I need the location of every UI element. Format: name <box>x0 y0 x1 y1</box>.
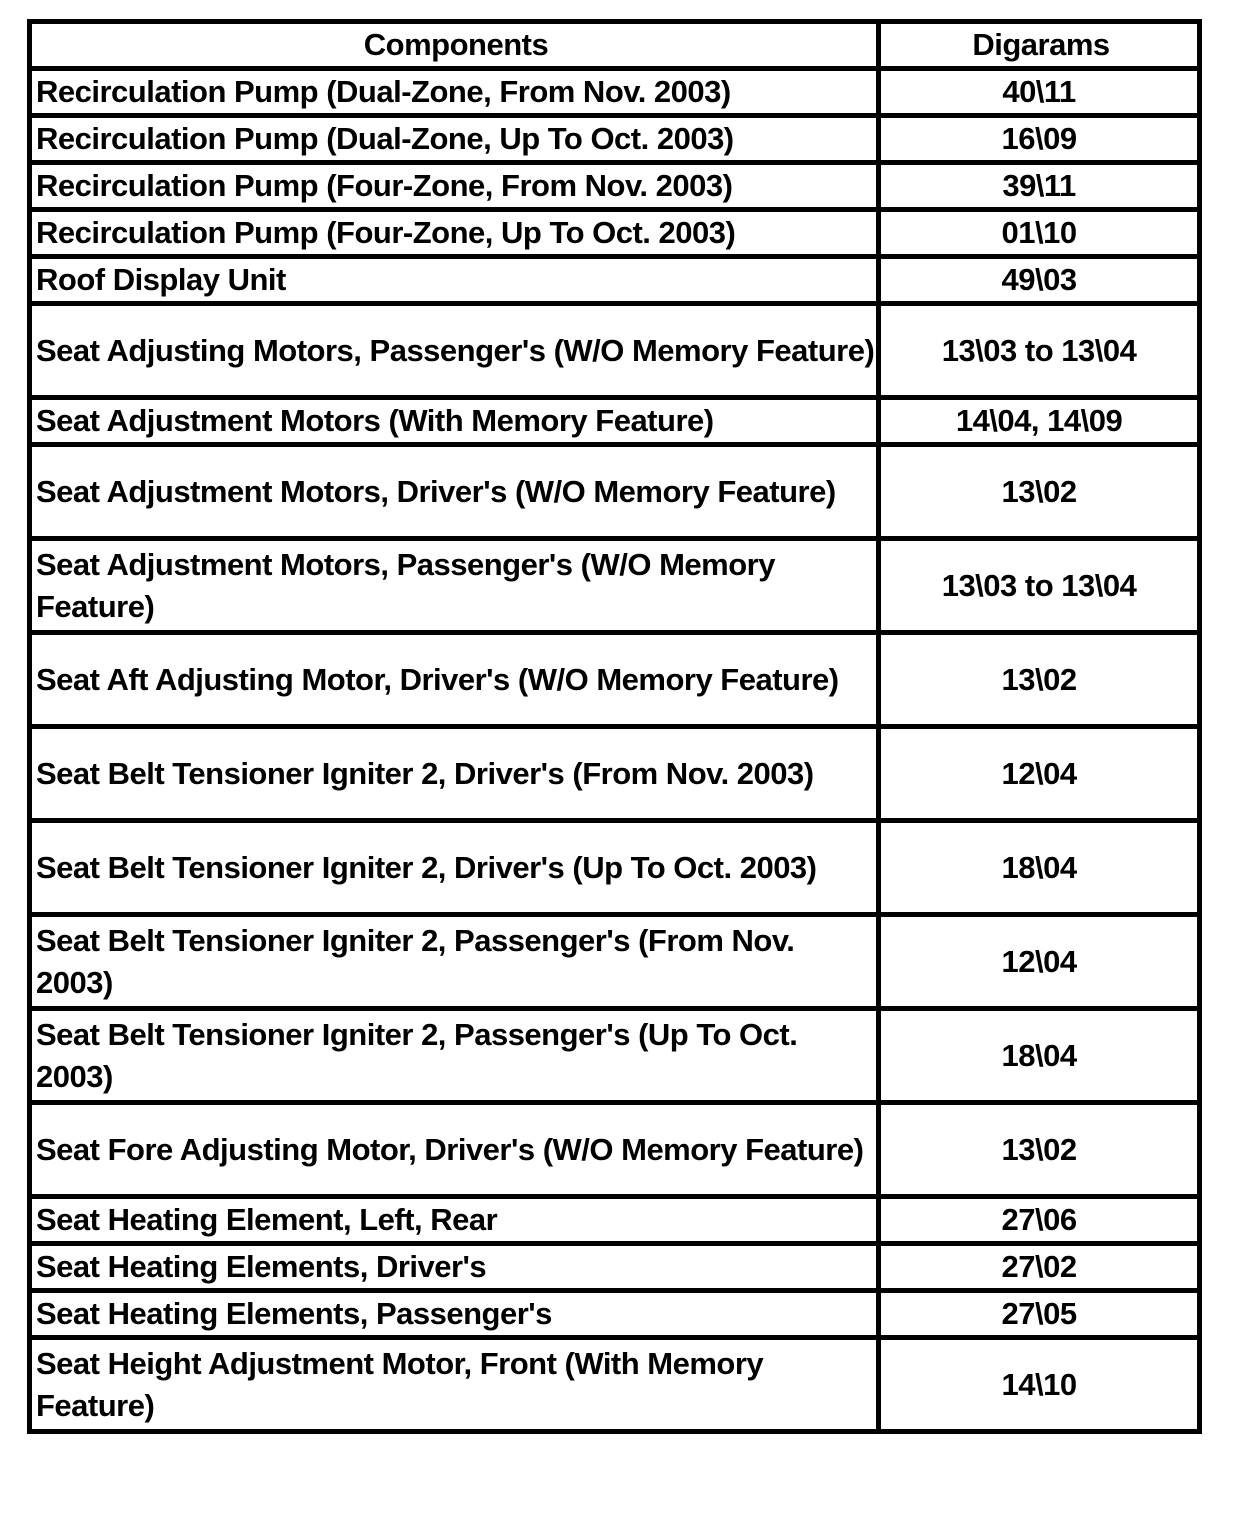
components-diagrams-table <box>27 19 1202 1434</box>
table-row <box>30 445 1200 539</box>
component-cell: Recirculation Pump (Dual-Zone, Up To Oct. 2003) <box>30 116 879 163</box>
diagram-cell: 13\02 <box>879 445 1200 539</box>
table-row <box>30 69 1200 116</box>
header-diagrams: Digarams <box>879 22 1200 69</box>
component-cell: Seat Height Adjustment Motor, Front (With Memory Feature) <box>30 1338 879 1432</box>
diagram-cell: 18\04 <box>879 1009 1200 1103</box>
diagram-cell: 40\11 <box>879 69 1200 116</box>
component-cell: Seat Aft Adjusting Motor, Driver's (W/O Memory Feature) <box>30 633 879 727</box>
table-row <box>30 1009 1200 1103</box>
diagram-cell: 13\03 to 13\04 <box>879 539 1200 633</box>
header-components: Components <box>30 22 879 69</box>
table-row <box>30 257 1200 304</box>
diagram-cell: 39\11 <box>879 163 1200 210</box>
diagram-cell: 27\05 <box>879 1291 1200 1338</box>
table-row <box>30 727 1200 821</box>
diagram-cell: 49\03 <box>879 257 1200 304</box>
diagram-cell: 13\02 <box>879 1103 1200 1197</box>
table-row <box>30 1244 1200 1291</box>
diagram-cell: 13\02 <box>879 633 1200 727</box>
table-row <box>30 398 1200 445</box>
component-cell: Roof Display Unit <box>30 257 879 304</box>
diagram-cell: 27\06 <box>879 1197 1200 1244</box>
table-row <box>30 210 1200 257</box>
table-row <box>30 304 1200 398</box>
table-row <box>30 539 1200 633</box>
component-cell: Seat Adjustment Motors, Passenger's (W/O Memory Feature) <box>30 539 879 633</box>
diagram-cell: 01\10 <box>879 210 1200 257</box>
component-cell: Recirculation Pump (Four-Zone, From Nov. 2003) <box>30 163 879 210</box>
diagram-cell: 14\04, 14\09 <box>879 398 1200 445</box>
diagram-cell: 12\04 <box>879 915 1200 1009</box>
component-cell: Seat Heating Elements, Driver's <box>30 1244 879 1291</box>
table-row <box>30 1103 1200 1197</box>
diagram-cell: 27\02 <box>879 1244 1200 1291</box>
component-cell: Seat Adjusting Motors, Passenger's (W/O Memory Feature) <box>30 304 879 398</box>
table-row <box>30 633 1200 727</box>
component-cell: Seat Heating Elements, Passenger's <box>30 1291 879 1338</box>
table-row <box>30 163 1200 210</box>
component-cell: Recirculation Pump (Four-Zone, Up To Oct. 2003) <box>30 210 879 257</box>
table-row <box>30 1291 1200 1338</box>
diagram-cell: 13\03 to 13\04 <box>879 304 1200 398</box>
component-cell: Seat Heating Element, Left, Rear <box>30 1197 879 1244</box>
table-row <box>30 821 1200 915</box>
component-cell: Seat Belt Tensioner Igniter 2, Passenger's (Up To Oct. 2003) <box>30 1009 879 1103</box>
component-cell: Seat Fore Adjusting Motor, Driver's (W/O Memory Feature) <box>30 1103 879 1197</box>
component-cell: Seat Belt Tensioner Igniter 2, Passenger's (From Nov. 2003) <box>30 915 879 1009</box>
diagram-cell: 12\04 <box>879 727 1200 821</box>
component-cell: Seat Belt Tensioner Igniter 2, Driver's (From Nov. 2003) <box>30 727 879 821</box>
table-row <box>30 1338 1200 1432</box>
component-cell: Recirculation Pump (Dual-Zone, From Nov. 2003) <box>30 69 879 116</box>
table-row <box>30 116 1200 163</box>
component-cell: Seat Adjustment Motors, Driver's (W/O Memory Feature) <box>30 445 879 539</box>
table-row <box>30 1197 1200 1244</box>
diagram-cell: 16\09 <box>879 116 1200 163</box>
table-header-row <box>30 22 1200 69</box>
table-row <box>30 915 1200 1009</box>
diagram-cell: 14\10 <box>879 1338 1200 1432</box>
diagram-cell: 18\04 <box>879 821 1200 915</box>
component-cell: Seat Belt Tensioner Igniter 2, Driver's (Up To Oct. 2003) <box>30 821 879 915</box>
component-cell: Seat Adjustment Motors (With Memory Feature) <box>30 398 879 445</box>
